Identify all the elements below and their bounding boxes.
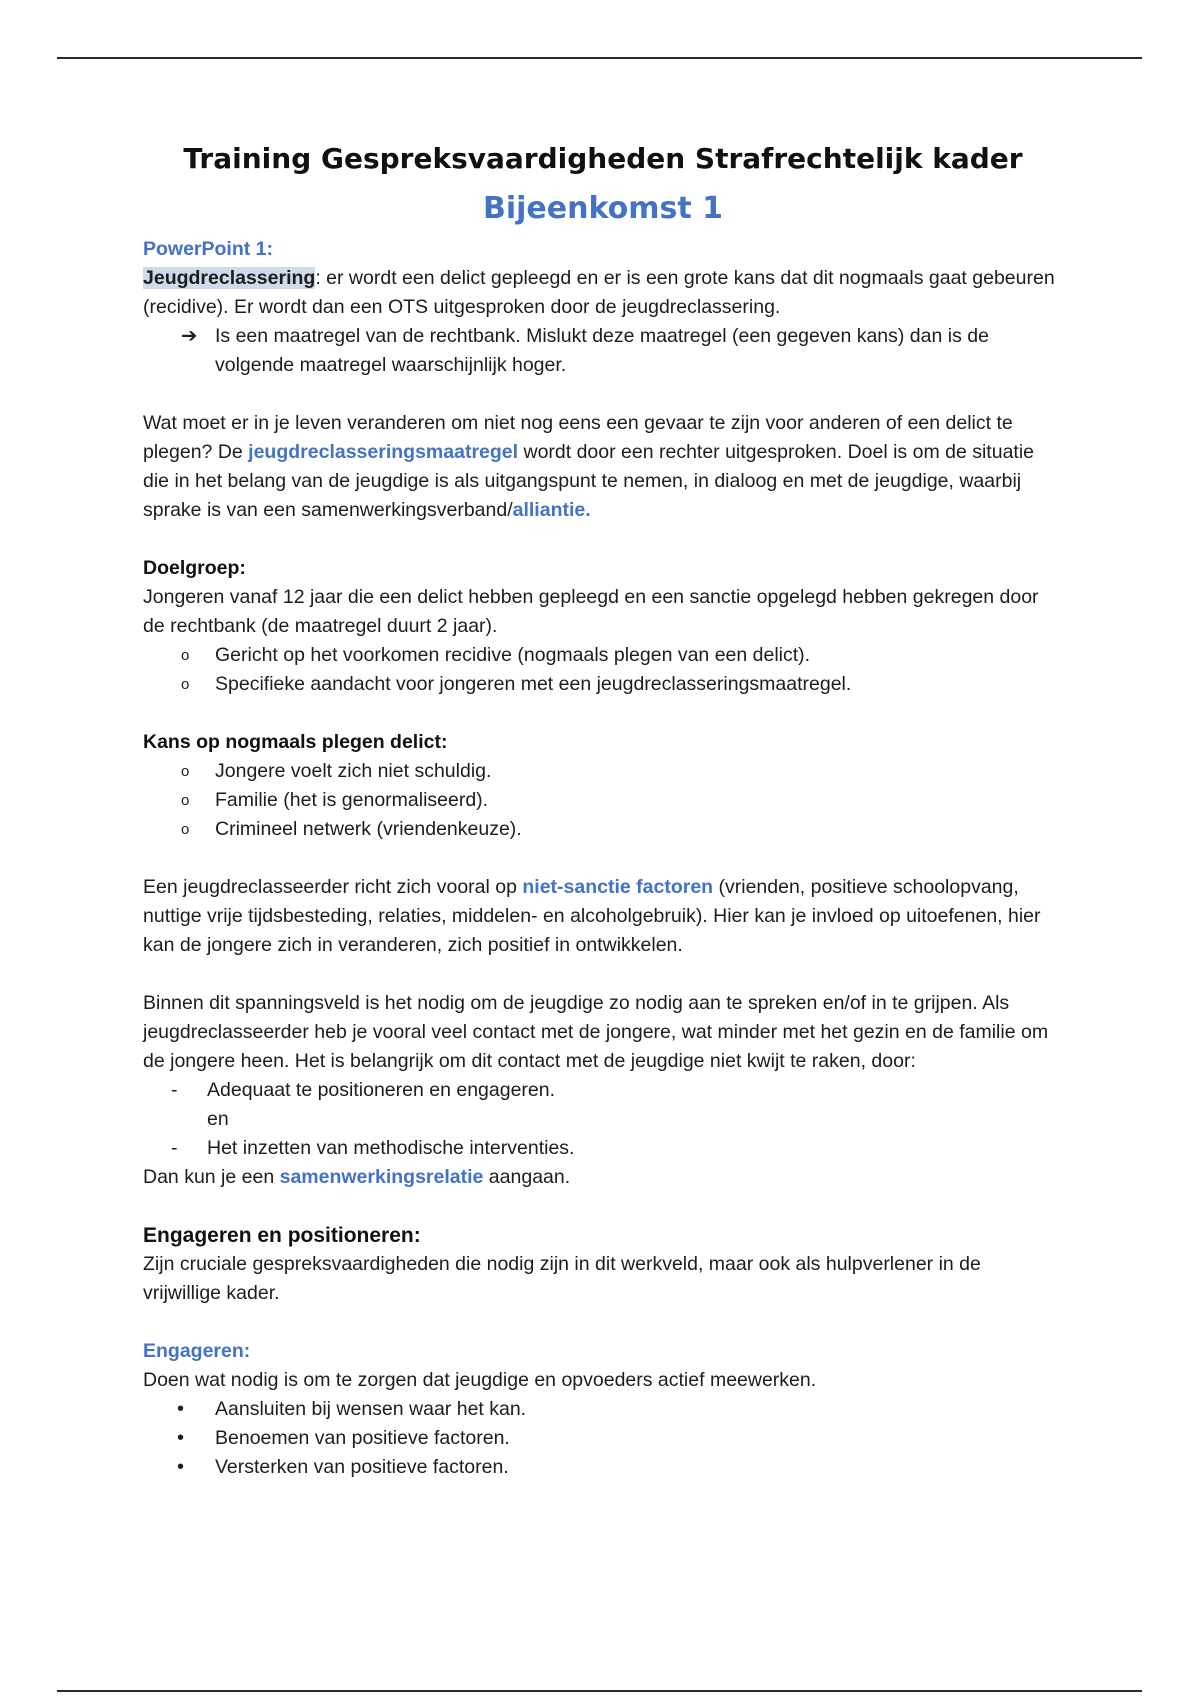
list-item: ➔ Is een maatregel van de rechtbank. Mislukt deze maatregel (een gegeven kans) dan is de volgende maatregel waarschijnlijk hoger.: [143, 322, 1063, 380]
paragraph-samenwerking: Dan kun je een samenwerkingsrelatie aangaan.: [143, 1166, 571, 1188]
engageren-list: [143, 1395, 1063, 1482]
list-item: o Familie (het is genormaliseerd).: [143, 786, 1063, 815]
keyword: alliantie.: [512, 499, 591, 521]
dash-bullet-icon: -: [171, 1137, 178, 1159]
top-rule: [57, 57, 1142, 59]
highlighted-term: Jeugdreclassering: [143, 267, 316, 289]
list-item: • Versterken van positieve factoren.: [143, 1453, 1063, 1482]
list-item: o Specifieke aandacht voor jongeren met een jeugdreclasseringsmaatregel.: [143, 670, 1063, 699]
kans-list: [143, 757, 1063, 844]
list-item: o Gericht op het voorkomen recidive (nogmaals plegen van een delict).: [143, 641, 1063, 670]
arrow-list: [143, 322, 1063, 380]
doelgroep-list: [143, 641, 1063, 699]
bottom-rule: [57, 1690, 1142, 1692]
document-title: Training Gespreksvaardigheden Strafrechtelijk kader: [183, 142, 1023, 175]
circle-bullet-icon: o: [181, 821, 190, 838]
document-subtitle: Bijeenkomst 1: [482, 191, 723, 226]
doelgroep-heading: Doelgroep:: [143, 557, 246, 579]
paragraph-factoren: Een jeugdreclasseerder richt zich vooral op niet-sanctie factoren (vrienden, positieve schoolopvang, nuttige vrije tijdsbesteding, relaties, middelen- en alcoholgebruik). Hier kan je invloed op uitoefenen, hier kan de jongere zich in veranderen, zich positief in ontwikkelen.: [143, 876, 1041, 956]
kans-heading: Kans op nogmaals plegen delict:: [143, 731, 448, 753]
list-item: o Jongere voelt zich niet schuldig.: [143, 757, 1063, 786]
list-item: o Crimineel netwerk (vriendenkeuze).: [143, 815, 1063, 844]
connector-word: en: [207, 1108, 229, 1130]
keyword: niet-sanctie factoren: [522, 876, 714, 898]
keyword: jeugdreclasseringsmaatregel: [248, 441, 519, 463]
circle-bullet-icon: o: [181, 763, 190, 780]
engpos-text: Zijn cruciale gespreksvaardigheden die nodig zijn in dit werkveld, maar ook als hulpverlener in de vrijwillige kader.: [143, 1253, 981, 1304]
arrow-right-icon: ➔: [181, 325, 198, 347]
keyword: samenwerkingsrelatie: [279, 1166, 484, 1188]
circle-bullet-icon: o: [181, 676, 190, 693]
engageren-heading: Engageren:: [143, 1340, 251, 1362]
circle-bullet-icon: o: [181, 792, 190, 809]
intro-paragraph: Jeugdreclassering: er wordt een delict gepleegd en er is een grote kans dat dit nogmaals gaat gebeuren (recidive). Er wordt dan een OTS uitgesproken door de jeugdreclassering.: [143, 267, 1055, 318]
powerpoint-heading: PowerPoint 1:: [143, 238, 274, 260]
list-item: • Benoemen van positieve factoren.: [143, 1424, 1063, 1453]
dash-bullet-icon: -: [171, 1079, 178, 1101]
list-item: • Aansluiten bij wensen waar het kan.: [143, 1395, 1063, 1424]
disc-bullet-icon: •: [177, 1456, 185, 1478]
document-body: [143, 128, 1063, 1482]
engpos-heading: Engageren en positioneren:: [143, 1224, 421, 1247]
dash-list: [143, 1134, 1063, 1163]
disc-bullet-icon: •: [177, 1398, 185, 1420]
list-item: - Adequaat te positioneren en engageren.: [143, 1076, 1063, 1105]
doelgroep-text: Jongeren vanaf 12 jaar die een delict hebben gepleegd en een sanctie opgelegd hebben gekregen door de rechtbank (de maatregel duurt 2 jaar).: [143, 586, 1039, 637]
circle-bullet-icon: o: [181, 647, 190, 664]
engageren-text: Doen wat nodig is om te zorgen dat jeugdige en opvoeders actief meewerken.: [143, 1369, 817, 1391]
list-item: - Het inzetten van methodische interventies.: [143, 1134, 1063, 1163]
dash-list: [143, 1076, 1063, 1105]
disc-bullet-icon: •: [177, 1427, 185, 1449]
paragraph-maatregel: Wat moet er in je leven veranderen om niet nog eens een gevaar te zijn voor anderen of een delict te plegen? De jeugdreclasseringsmaatregel wordt door een rechter uitgesproken. Doel is om de situatie die in het belang van de jeugdige is als uitgangspunt te nemen, in dialoog en met de jeugdige, waarbij sprake is van een samenwerkingsverband/alliantie.: [143, 412, 1035, 521]
paragraph-spanningsveld: Binnen dit spanningsveld is het nodig om de jeugdige zo nodig aan te spreken en/of in te grijpen. Als jeugdreclasseerder heb je vooral veel contact met de jongere, wat minder met het gezin en de familie om de jongere heen. Het is belangrijk om dit contact met de jeugdige niet kwijt te raken, door:: [143, 992, 1049, 1072]
